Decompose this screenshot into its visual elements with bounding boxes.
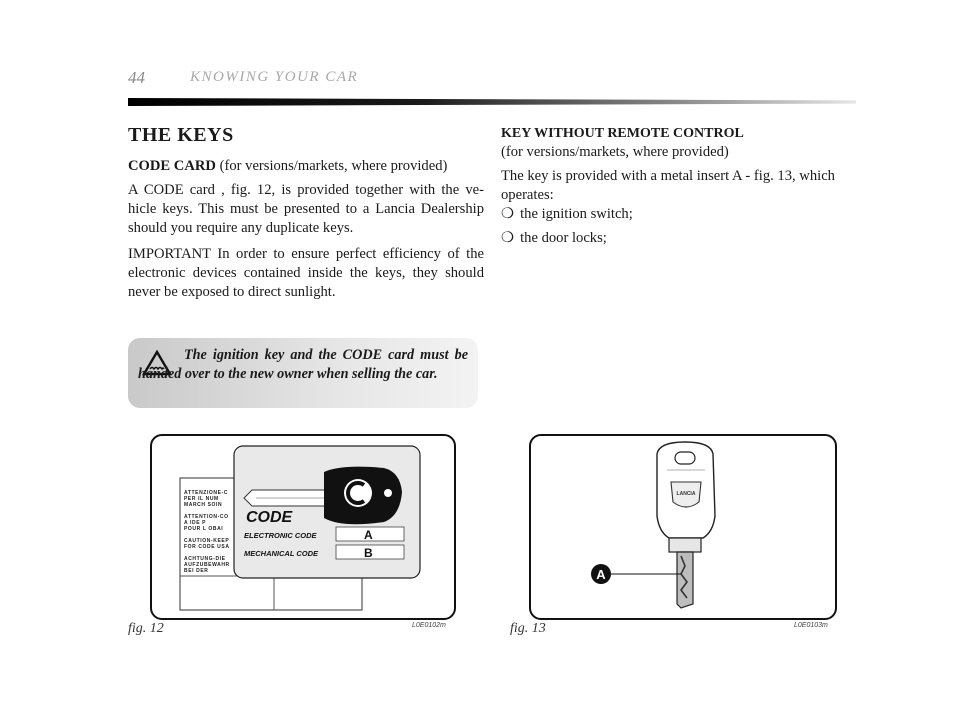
warning-text: The ignition key and the CODE card must be handed over to the new owner when selling the car. — [138, 347, 468, 382]
back-card-line: A IDE P — [184, 520, 207, 526]
electronic-code-label: ELECTRONIC CODE — [244, 531, 317, 540]
page-number: 44 — [128, 68, 145, 87]
fig13-frame — [529, 434, 837, 620]
fig12-frame — [150, 434, 456, 620]
key-intro-paragraph: The key is provided with a metal insert A - fig. 13, which operates: — [501, 168, 835, 203]
mechanical-code-value: B — [364, 546, 373, 560]
list-item — [501, 229, 858, 248]
key-illustration — [531, 436, 835, 618]
back-card-line: FOR CODE USA — [184, 544, 230, 550]
bullet-list — [501, 205, 858, 248]
back-card-line: PER IL NUM — [184, 496, 219, 502]
lancia-logo-text: LANCIA — [676, 491, 696, 497]
bullet-icon: ❍ — [501, 230, 515, 246]
back-card-line: BEI DER — [184, 568, 209, 574]
fig13-label: fig. 13 — [510, 621, 546, 636]
list-item — [501, 205, 858, 224]
subsection-note: (for versions/markets, where provided) — [501, 144, 729, 160]
fig13-code: L0E0103m — [794, 622, 828, 629]
subsection-title: KEY WITHOUT REMOTE CONTROL — [501, 126, 744, 141]
section-title: THE KEYS — [128, 124, 234, 146]
code-card-heading — [128, 157, 484, 176]
code-card-illustration — [152, 436, 454, 618]
bullet-icon: ❍ — [501, 206, 515, 222]
important-paragraph: IMPORTANT In order to ensure perfect efficiency of the electronic devices contained inside the keys, they should never be exposed to direct sunlight. — [128, 246, 484, 300]
fig12-label: fig. 12 — [128, 621, 164, 636]
back-card-line: ATTENTION-CO — [184, 514, 229, 520]
code-card-paragraph: A CODE card , fig. 12, is provided together with the ve-hicle keys. This must be presented to a Lancia Dealership should you require any duplicate keys. — [128, 182, 484, 236]
fig12-code: L0E0102m — [412, 622, 446, 629]
warning-box — [128, 338, 478, 408]
mechanical-code-label: MECHANICAL CODE — [244, 549, 319, 558]
header-rule — [128, 98, 856, 106]
back-card-line: POUR L OBAI — [184, 526, 224, 532]
back-card-line: CAUTION-KEEP — [184, 538, 230, 544]
running-head: KNOWING YOUR CAR — [190, 69, 359, 85]
card-title: CODE — [246, 509, 293, 526]
back-card-line: ATTENZIONE-C — [184, 490, 229, 496]
callout-a: A — [596, 567, 606, 582]
back-card-line: AUFZUBEWAHR — [184, 562, 230, 568]
bullet-text: the door locks; — [520, 230, 607, 246]
bullet-text: the ignition switch; — [520, 206, 633, 222]
back-card-line: MARCH SOIN — [184, 502, 223, 508]
code-card-label: CODE CARD — [128, 158, 216, 174]
code-card-note: (for versions/markets, where provided) — [215, 158, 448, 174]
electronic-code-value: A — [364, 528, 373, 542]
back-card-line: ACHTUNG-DIE — [184, 556, 226, 562]
